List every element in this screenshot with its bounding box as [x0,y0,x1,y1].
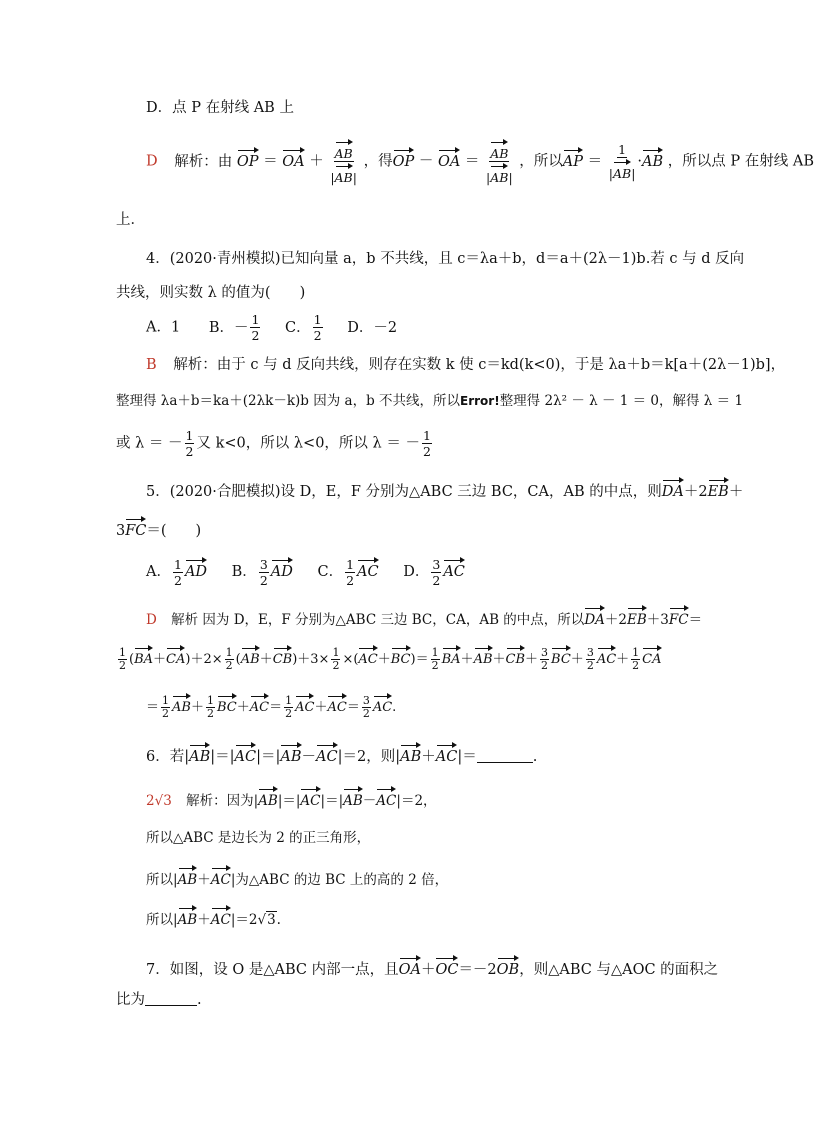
q5-stem-line1: 5．(2020·合肥模拟)设 D，E，F 分别为△ABC 三边 BC，CA，AB 的中点，则DA＋2EB＋ [146,476,743,502]
q6-stem-prefix: 6．若 [146,749,185,765]
answer-blank-q7[interactable] [145,991,197,1006]
q4-stem-line2: 共线，则实数 λ 的值为( ) [116,285,306,301]
answer-blank[interactable] [477,748,533,763]
q4-analysis-text1: 解析：由于 c 与 d 反向共线，则存在实数 k 使 c＝kd(k<0)，于是 λa＋b＝k[a＋(2λ－1)b]， [173,357,786,373]
q6-line4-prefix: 所以 [146,912,173,928]
q5-option-b: B． $\frac{3}{2}$ AD [231,556,293,588]
q7-stem-line2: 比为 . [116,992,202,1008]
q7-line2-text: 比为 [116,992,145,1008]
q3-end: 上． [116,212,145,228]
q6-stem: 6．若|AB|＝|AC|＝|AB－AC|＝2，则|AB＋AC|＝ . [146,741,537,767]
q6-analysis-line1: 2√3 解析：因为|AB|＝|AC|＝|AB－AC|＝2， [146,785,437,811]
q5-analysis-line2: $\frac{1}{2}$ (BA＋CA)＋2× $\frac{1}{2}$ (AB＋CB)＋3× $\frac{1}{2}$ ×(AC＋BC)＝ $\frac{1}{2}$ BA＋AB＋CB＋ $\frac{3}{2}$ BC＋ $\frac{3}{2}$ AC＋ $\frac{1}{2}$ CA [119,646,662,672]
q4-analysis-line1 [146,355,785,375]
q5-stem-prefix: 5．(2020·合肥模拟)设 D，E，F 分别为△ABC 三边 BC，CA，AB 的中点，则 [146,484,662,500]
q4-answer-letter: B [146,357,157,373]
fraction-ab-over-norm: $\frac{AB}{|AB|}$ [330,138,357,185]
q4-options [146,312,397,343]
q4-option-a: A．1 [146,319,181,336]
fraction-one-over-norm: $\frac{1}{|AB|}$ [608,142,636,181]
q4-analysis-text2: 整理得 λa＋b＝ka＋(2λk－k)b 因为 a，b 不共线，所以 [116,393,461,409]
q5-analysis-line1: D 解析 因为 D，E，F 分别为△ABC 三边 BC，CA，AB 的中点，所以DA＋2EB＋3FC＝ [146,604,702,630]
q3-analysis: D 解析：由 OP ＝ OA ＋ $\frac{AB}{|AB|}$ ，得OP － OA ＝ $\frac{AB}{|AB|}$ ，所以AP ＝ $\frac{1}{|AB|}$ ·AB ，所以点 P 在射线 AB [146,138,814,185]
q7-stem-suffix: ，则△ABC 与△AOC 的面积之 [519,962,719,978]
q5-answer-letter: D [146,612,157,628]
q4-option-c: C． $\frac{1}{2}$ [285,312,322,343]
vector-oa: OA [282,146,304,169]
q5-analysis-line3: ＝ $\frac{1}{2}$ AB＋ $\frac{1}{2}$ BC＋AC＝ $\frac{1}{2}$ AC＋AC＝ $\frac{3}{2}$ AC. [146,694,397,720]
q3-tail: ，所以点 P 在射线 AB [667,153,814,170]
vector-op: OP [237,146,259,169]
q5-option-d: D． $\frac{3}{2}$ AC [403,556,465,588]
q7-stem-prefix: 7．如图，设 O 是△ABC 内部一点，且 [146,962,399,978]
q4-option-d: D．－2 [347,319,398,336]
q3-mid2: ，所以 [519,153,563,170]
q3-answer-letter: D [146,153,158,170]
q6-analysis-line3: 所以|AB＋AC|为△ABC 的边 BC 上的高的 2 倍， [146,864,448,890]
q5-options [146,556,465,588]
q3-option-d: D．点 P 在射线 AB 上 [146,100,294,116]
q4-analysis-line3: 或 λ ＝ － $\frac{1}{2}$ 又 k<0，所以 λ<0，所以 λ ＝ － $\frac{1}{2}$ [116,428,431,459]
q6-line3-prefix: 所以 [146,872,173,888]
q6-line3-suffix: 为△ABC 的边 BC 上的高的 2 倍， [235,872,449,888]
q5-stem-suffix: ＝( ) [146,523,202,539]
q4-analysis-line2 [116,391,743,411]
q4-option-b: B．－ $\frac{1}{2}$ [208,312,260,343]
q6-analysis-line4: 所以|AB＋AC|＝2√3. [146,904,281,930]
q6-answer-value: 2√3 [146,793,172,809]
q5-analysis-prefix: 解析 因为 D，E，F 分别为△ABC 三边 BC，CA，AB 的中点，所以 [171,612,585,628]
q7-stem-line1: 7．如图，设 O 是△ABC 内部一点，且OA＋OC＝－2OB，则△ABC 与△AOC 的面积之 [146,954,718,980]
q4-analysis-text3b: 又 k<0，所以 λ<0，所以 λ ＝ － [196,435,420,452]
q3-mid1: ，得 [363,153,393,170]
q4-analysis-text2b: 整理得 2λ² － λ － 1 ＝ 0，解得 λ ＝ 1 [499,393,744,409]
q6-analysis-tag: 解析：因为 [186,793,254,809]
fraction-ab-over-norm-2: $\frac{AB}{|AB|}$ [486,138,513,185]
error-text: Error! [460,394,500,408]
q4-stem-line1: 4．(2020·青州模拟)已知向量 a，b 不共线，且 c＝λa＋b，d＝a＋(2λ－1)b.若 c 与 d 反向 [146,251,745,267]
q5-stem-line2: 3FC＝( ) [116,515,201,541]
q4-analysis-text3a: 或 λ ＝ － [116,435,183,452]
q3-analysis-tag: 解析：由 [174,153,233,170]
q6-analysis-line2: 所以△ABC 是边长为 2 的正三角形， [146,830,371,846]
q5-option-a: A． $\frac{1}{2}$ AD [146,556,208,588]
q5-option-c: C． $\frac{1}{2}$ AC [317,556,379,588]
